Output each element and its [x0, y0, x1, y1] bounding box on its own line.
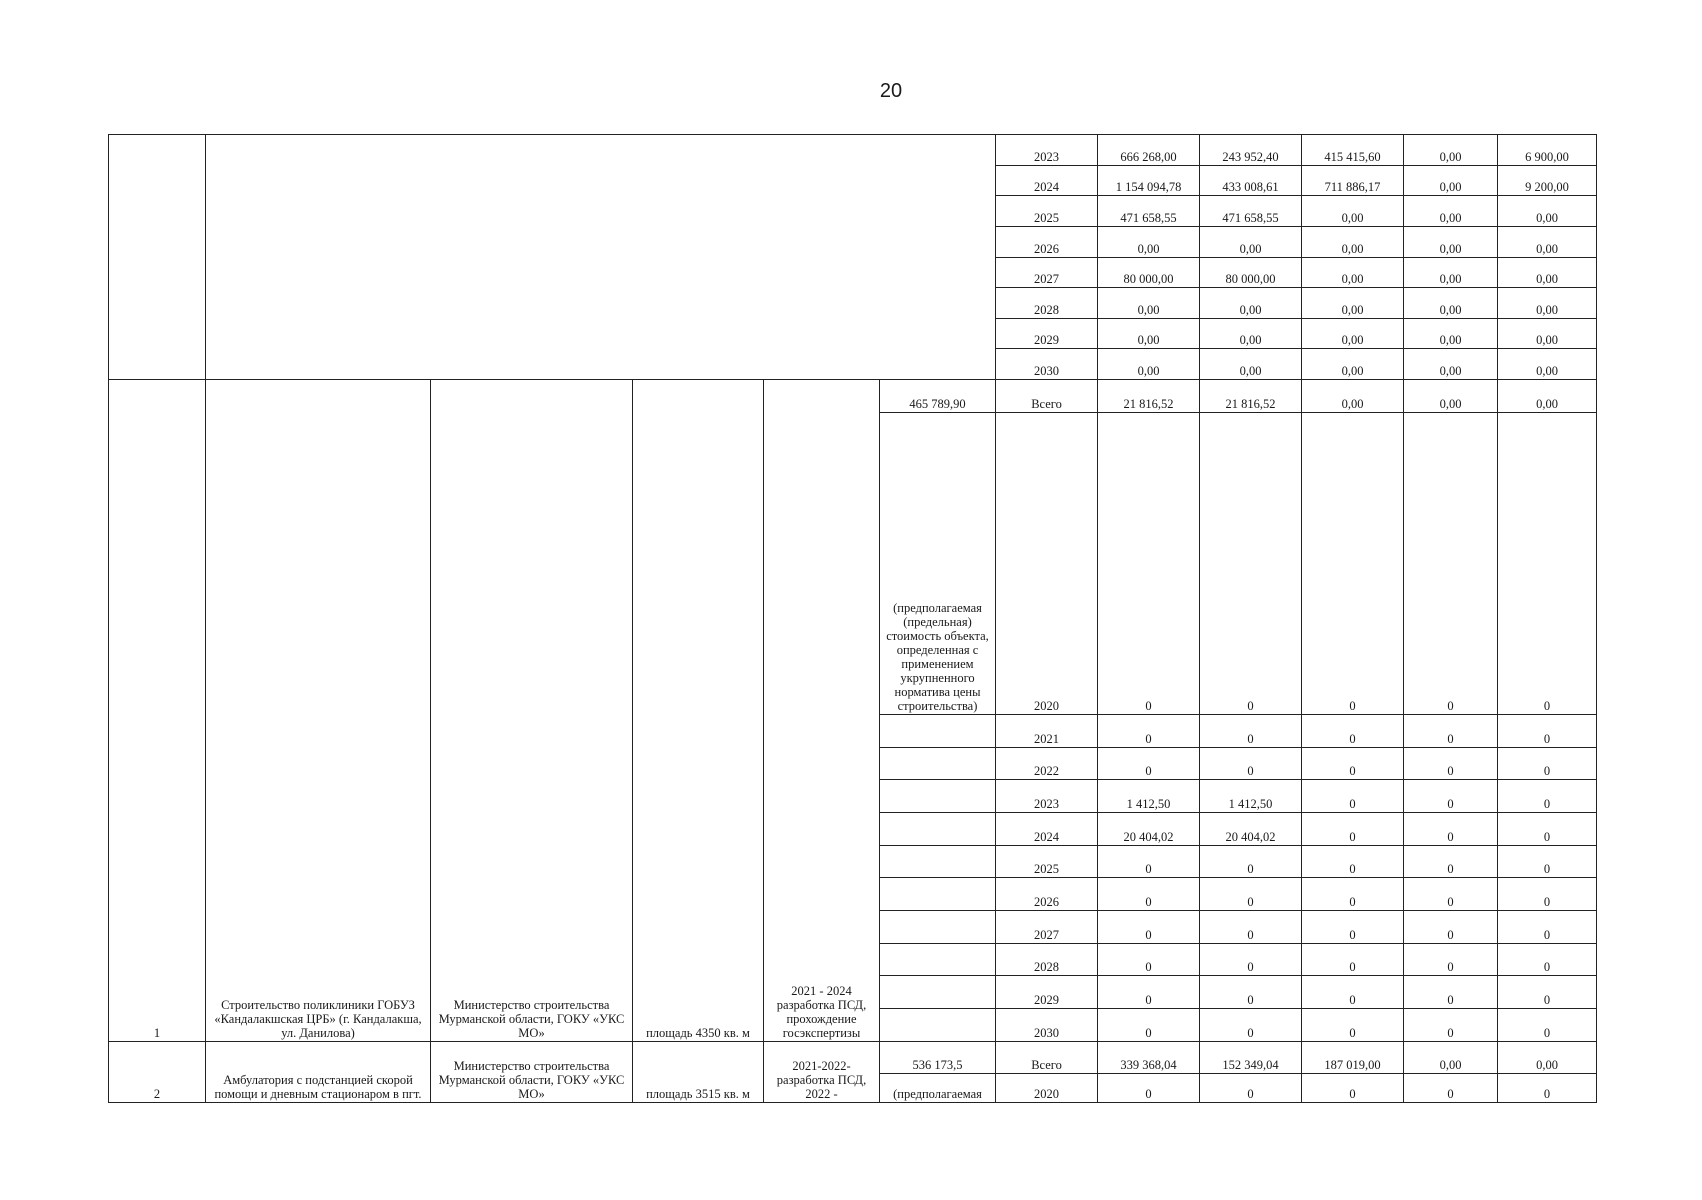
cell-amount: 0 — [1098, 845, 1200, 878]
cell-amount: 339 368,04 — [1098, 1041, 1200, 1074]
object-customer: Министерство строительства Мурманской области, ГОКУ «УКС МО» — [431, 1041, 633, 1102]
cell-amount: 0,00 — [1098, 318, 1200, 349]
cell-amount: 0 — [1302, 878, 1404, 911]
cell-amount: 0,00 — [1498, 288, 1597, 319]
cell-year: 2023 — [996, 780, 1098, 813]
cell-amount: 471 658,55 — [1200, 196, 1302, 227]
cell-amount: 0,00 — [1498, 318, 1597, 349]
cell-amount: 0 — [1098, 878, 1200, 911]
cell-amount: 0 — [1498, 976, 1597, 1009]
cell-amount: 0 — [1200, 714, 1302, 747]
cell-amount: 1 412,50 — [1098, 780, 1200, 813]
cell-amount: 0 — [1200, 1074, 1302, 1103]
cell-amount: 0 — [1302, 812, 1404, 845]
cell-amount: 0,00 — [1404, 135, 1498, 166]
cell-amount: 0 — [1302, 976, 1404, 1009]
cell-amount: 0 — [1200, 976, 1302, 1009]
cell-amount: 0,00 — [1404, 349, 1498, 380]
cell-amount: 0 — [1098, 1008, 1200, 1041]
cell-amount: 1 412,50 — [1200, 780, 1302, 813]
cell-year: 2027 — [996, 257, 1098, 288]
table-row — [109, 135, 1597, 166]
program-table — [108, 134, 1597, 1103]
cell-amount: 433 008,61 — [1200, 165, 1302, 196]
cell-year: 2025 — [996, 196, 1098, 227]
cell-empty — [880, 1008, 996, 1041]
cell-amount: 0 — [1302, 845, 1404, 878]
object-number: 2 — [109, 1041, 206, 1102]
cell-year: 2026 — [996, 878, 1098, 911]
cell-amount: 0,00 — [1200, 288, 1302, 319]
table-row — [109, 380, 1597, 413]
cell-amount: 0 — [1498, 878, 1597, 911]
cell-year: 2023 — [996, 135, 1098, 166]
cell-amount: 0,00 — [1404, 226, 1498, 257]
table-body — [109, 135, 1597, 1103]
cell-amount: 152 349,04 — [1200, 1041, 1302, 1074]
cell-year: 2024 — [996, 165, 1098, 196]
cell-amount: 0 — [1404, 747, 1498, 780]
cell-number-empty — [109, 135, 206, 380]
cell-amount: 0,00 — [1302, 380, 1404, 413]
cell-amount: 21 816,52 — [1200, 380, 1302, 413]
cell-merged-empty — [206, 135, 996, 380]
cell-amount: 0 — [1404, 845, 1498, 878]
table-row — [109, 1041, 1597, 1074]
cell-amount: 0,00 — [1498, 226, 1597, 257]
cell-amount: 0,00 — [1302, 226, 1404, 257]
cell-amount: 0 — [1200, 910, 1302, 943]
cell-amount: 0,00 — [1404, 1041, 1498, 1074]
cell-amount: 0,00 — [1498, 349, 1597, 380]
cell-amount: 0 — [1404, 412, 1498, 714]
cell-amount: 0 — [1498, 780, 1597, 813]
cell-year: 2020 — [996, 1074, 1098, 1103]
cell-amount: 0 — [1404, 812, 1498, 845]
cell-amount: 0,00 — [1404, 288, 1498, 319]
cell-amount: 0 — [1498, 812, 1597, 845]
cell-year: Всего — [996, 1041, 1098, 1074]
object-cost: 465 789,90 — [880, 380, 996, 413]
cell-amount: 0,00 — [1404, 257, 1498, 288]
cell-amount: 20 404,02 — [1200, 812, 1302, 845]
cell-amount: 0,00 — [1404, 318, 1498, 349]
cell-amount: 0 — [1200, 845, 1302, 878]
cell-amount: 0,00 — [1302, 349, 1404, 380]
object-number: 1 — [109, 380, 206, 1042]
cell-amount: 0,00 — [1404, 380, 1498, 413]
cell-amount: 0,00 — [1098, 226, 1200, 257]
cell-amount: 0,00 — [1404, 196, 1498, 227]
cell-amount: 0 — [1302, 1074, 1404, 1103]
cell-amount: 471 658,55 — [1098, 196, 1200, 227]
cell-amount: 0 — [1302, 714, 1404, 747]
object-cost-note: (предполагаемая (предельная) стоимость объекта, определенная с применением укрупненного норматива цены строительства) — [880, 412, 996, 714]
cell-empty — [880, 976, 996, 1009]
cell-amount: 0,00 — [1498, 257, 1597, 288]
cell-amount: 0 — [1098, 412, 1200, 714]
cell-amount: 0 — [1404, 780, 1498, 813]
cell-amount: 0,00 — [1498, 196, 1597, 227]
cell-amount: 0,00 — [1302, 318, 1404, 349]
cell-year: 2030 — [996, 1008, 1098, 1041]
cell-amount: 0 — [1302, 412, 1404, 714]
cell-amount: 0 — [1302, 747, 1404, 780]
cell-amount: 0 — [1200, 747, 1302, 780]
cell-amount: 0,00 — [1098, 349, 1200, 380]
cell-year: 2029 — [996, 318, 1098, 349]
cell-amount: 0 — [1404, 1008, 1498, 1041]
object-period: 2021 - 2024 разработка ПСД, прохождение госэкспертизы — [764, 380, 880, 1042]
object-name: Амбулатория с подстанцией скорой помощи и дневным стационаром в пгт. — [206, 1041, 431, 1102]
cell-amount: 0,00 — [1200, 318, 1302, 349]
cell-amount: 21 816,52 — [1098, 380, 1200, 413]
page-number: 20 — [879, 80, 903, 102]
cell-amount: 80 000,00 — [1200, 257, 1302, 288]
cell-amount: 666 268,00 — [1098, 135, 1200, 166]
cell-year: 2027 — [996, 910, 1098, 943]
cell-amount: 187 019,00 — [1302, 1041, 1404, 1074]
cell-year: 2025 — [996, 845, 1098, 878]
cell-amount: 0 — [1302, 910, 1404, 943]
cell-amount: 80 000,00 — [1098, 257, 1200, 288]
cell-amount: 0 — [1498, 412, 1597, 714]
object-cost-note: (предполагаемая — [880, 1074, 996, 1103]
cell-amount: 0,00 — [1302, 288, 1404, 319]
cell-amount: 0,00 — [1498, 380, 1597, 413]
cell-amount: 0 — [1098, 976, 1200, 1009]
cell-amount: 0 — [1498, 943, 1597, 976]
cell-amount: 6 900,00 — [1498, 135, 1597, 166]
cell-amount: 0,00 — [1302, 257, 1404, 288]
object-name: Строительство поликлиники ГОБУЗ «Кандалакшская ЦРБ» (г. Кандалакша, ул. Данилова) — [206, 380, 431, 1042]
cell-amount: 0 — [1200, 1008, 1302, 1041]
cell-amount: 9 200,00 — [1498, 165, 1597, 196]
cell-amount: 0,00 — [1302, 196, 1404, 227]
cell-empty — [880, 845, 996, 878]
cell-amount: 0 — [1498, 845, 1597, 878]
cell-year: 2029 — [996, 976, 1098, 1009]
cell-amount: 0 — [1302, 1008, 1404, 1041]
cell-amount: 0,00 — [1200, 226, 1302, 257]
cell-amount: 1 154 094,78 — [1098, 165, 1200, 196]
cell-amount: 0,00 — [1098, 288, 1200, 319]
cell-amount: 0 — [1404, 943, 1498, 976]
cell-amount: 415 415,60 — [1302, 135, 1404, 166]
cell-amount: 0 — [1404, 1074, 1498, 1103]
cell-amount: 0 — [1498, 714, 1597, 747]
cell-amount: 0 — [1404, 976, 1498, 1009]
cell-year: 2021 — [996, 714, 1098, 747]
cell-amount: 0 — [1404, 910, 1498, 943]
cell-amount: 0 — [1098, 910, 1200, 943]
cell-empty — [880, 780, 996, 813]
cell-amount: 0 — [1498, 1074, 1597, 1103]
cell-amount: 0,00 — [1404, 165, 1498, 196]
cell-amount: 0 — [1404, 878, 1498, 911]
cell-amount: 0,00 — [1200, 349, 1302, 380]
cell-year: 2030 — [996, 349, 1098, 380]
object-customer: Министерство строительства Мурманской области, ГОКУ «УКС МО» — [431, 380, 633, 1042]
cell-amount: 0 — [1200, 878, 1302, 911]
object-capacity: площадь 3515 кв. м — [633, 1041, 764, 1102]
object-capacity: площадь 4350 кв. м — [633, 380, 764, 1042]
cell-amount: 0 — [1098, 747, 1200, 780]
cell-amount: 0 — [1200, 943, 1302, 976]
cell-amount: 20 404,02 — [1098, 812, 1200, 845]
cell-empty — [880, 878, 996, 911]
cell-year: 2026 — [996, 226, 1098, 257]
cell-amount: 0 — [1498, 747, 1597, 780]
cell-amount: 0 — [1098, 714, 1200, 747]
cell-year: 2022 — [996, 747, 1098, 780]
object-period: 2021-2022- разработка ПСД, 2022 - — [764, 1041, 880, 1102]
cell-amount: 0,00 — [1498, 1041, 1597, 1074]
cell-amount: 0 — [1404, 714, 1498, 747]
cell-year: 2028 — [996, 943, 1098, 976]
cell-year: 2024 — [996, 812, 1098, 845]
cell-year: Всего — [996, 380, 1098, 413]
cell-amount: 0 — [1302, 780, 1404, 813]
object-cost: 536 173,5 — [880, 1041, 996, 1074]
cell-empty — [880, 812, 996, 845]
cell-amount: 0 — [1498, 1008, 1597, 1041]
cell-empty — [880, 910, 996, 943]
cell-year: 2020 — [996, 412, 1098, 714]
cell-amount: 0 — [1302, 943, 1404, 976]
cell-amount: 711 886,17 — [1302, 165, 1404, 196]
cell-amount: 0 — [1098, 943, 1200, 976]
cell-amount: 0 — [1098, 1074, 1200, 1103]
cell-amount: 243 952,40 — [1200, 135, 1302, 166]
cell-empty — [880, 943, 996, 976]
cell-amount: 0 — [1498, 910, 1597, 943]
cell-empty — [880, 714, 996, 747]
cell-year: 2028 — [996, 288, 1098, 319]
cell-empty — [880, 747, 996, 780]
cell-amount: 0 — [1200, 412, 1302, 714]
